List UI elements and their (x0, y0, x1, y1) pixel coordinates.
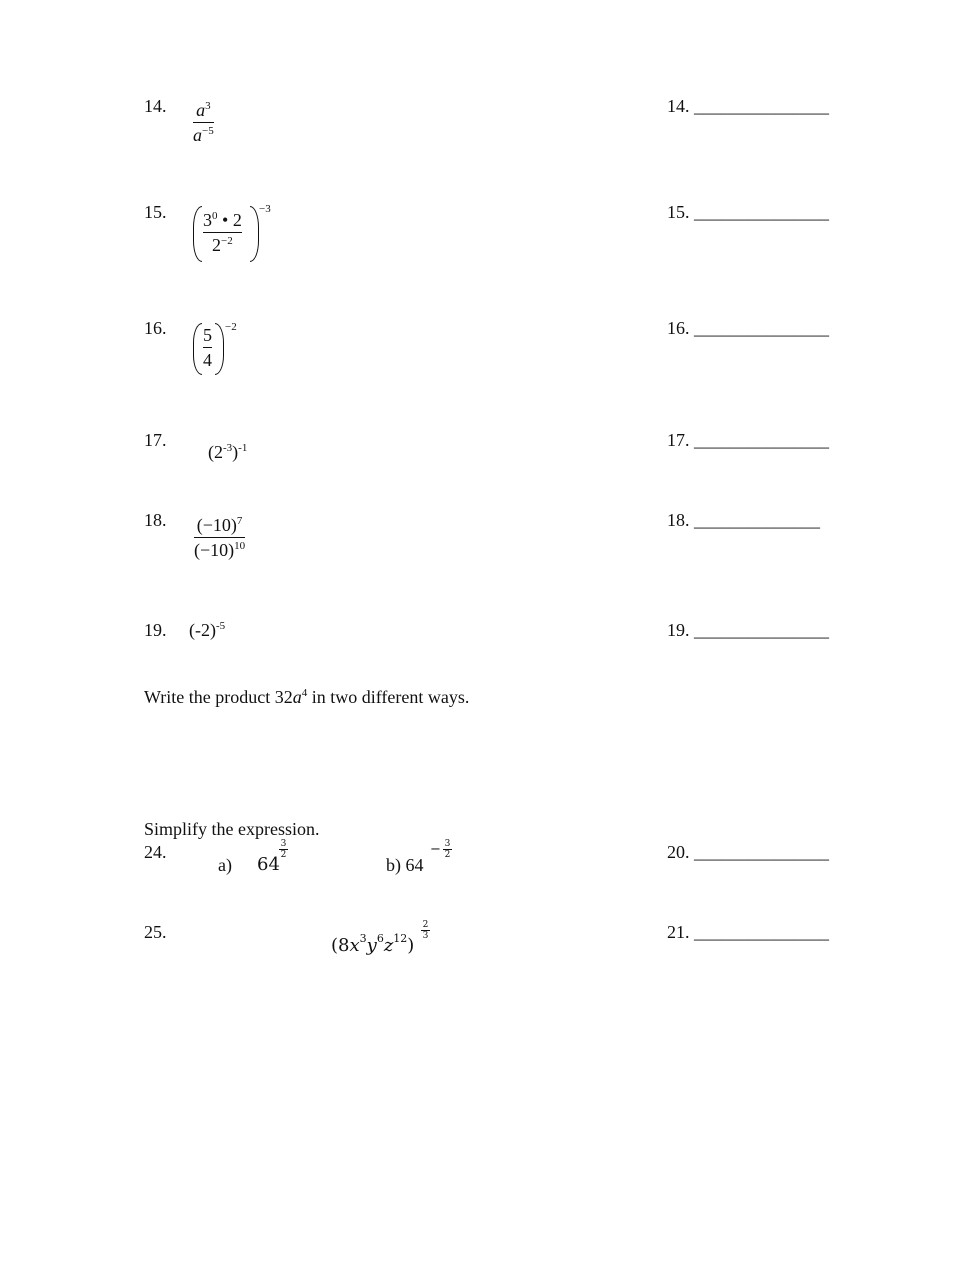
denominator-exponent: 10 (234, 540, 246, 552)
exponent-denominator: 3 (422, 931, 429, 941)
product-prompt (144, 687, 469, 707)
denominator-exponent: −5 (202, 125, 214, 137)
prompt-variable: a (292, 687, 302, 707)
prompt-text-before: Write the product 32 (144, 687, 293, 707)
exponent: -5 (215, 620, 226, 632)
close-paren: ) (407, 935, 415, 956)
fraction-bar (203, 232, 242, 233)
left-paren (193, 323, 202, 375)
prompt-exponent: 4 (301, 687, 308, 699)
problem-18-number: 18. (144, 510, 167, 530)
base: (-2) (189, 620, 216, 640)
denominator-exponent: −2 (221, 235, 233, 247)
part-a-base: 64 (257, 854, 280, 875)
base-three: 3 (203, 210, 212, 230)
problem-14-expression (193, 100, 214, 145)
right-paren (215, 323, 224, 375)
denominator-base: (−10) (194, 540, 235, 560)
answer-line-21[interactable]: 21. _______________ (667, 922, 829, 942)
outer-exponent (421, 920, 430, 941)
problem-19-number: 19. (144, 620, 167, 640)
answer-line-15[interactable]: 15. _______________ (667, 202, 829, 222)
part-b-minus: − (430, 842, 441, 857)
answer-line-16[interactable]: 16. _______________ (667, 318, 829, 338)
numerator-exponent: 3 (205, 100, 211, 112)
part-b-label: b) 64 (386, 855, 424, 875)
numerator-base: a (196, 100, 206, 120)
multiply-dot: • (222, 210, 229, 230)
exponent-numerator: 3 (444, 839, 451, 849)
numerator: 5 (203, 325, 212, 345)
problem-15-number: 15. (144, 202, 167, 222)
problem-25-number: 25. (144, 922, 167, 942)
var-z: z (383, 935, 394, 956)
fraction-bar (193, 122, 214, 123)
z-exponent: 12 (393, 932, 408, 945)
exponent-denominator: 2 (444, 850, 451, 860)
exponent-numerator: 2 (422, 920, 429, 930)
var-y: y (366, 935, 377, 956)
problem-24-number: 24. (144, 842, 167, 862)
problem-19-expression (189, 620, 225, 640)
fraction-bar (194, 537, 245, 538)
open-coefficient: (8 (331, 935, 350, 956)
fraction-bar (203, 347, 212, 348)
problem-25-expression (331, 932, 415, 956)
right-paren (250, 206, 259, 262)
problem-14-number: 14. (144, 96, 167, 116)
prompt-text-after: in two different ways. (307, 687, 470, 707)
problem-16-expression (203, 325, 212, 370)
part-a-exponent (279, 839, 288, 860)
problem-16-number: 16. (144, 318, 167, 338)
close-paren: ) (232, 442, 239, 462)
numerator-exponent: 7 (236, 515, 243, 527)
exponent-zero: 0 (212, 210, 218, 222)
outer-exponent: −3 (259, 203, 271, 215)
problem-18-expression (194, 515, 245, 560)
answer-line-17[interactable]: 17. _______________ (667, 430, 829, 450)
answer-line-18[interactable]: 18. ______________ (667, 510, 820, 530)
answer-line-14[interactable]: 14. _______________ (667, 96, 829, 116)
open-base: (2 (208, 442, 223, 462)
denominator: 4 (203, 350, 212, 370)
y-exponent: 6 (376, 932, 384, 945)
left-paren (193, 206, 202, 262)
denominator-base: 2 (212, 235, 222, 255)
factor-two: 2 (232, 210, 242, 230)
outer-exponent: -1 (238, 442, 248, 454)
inner-exponent: -3 (223, 442, 233, 454)
denominator-base: a (193, 125, 202, 145)
outer-exponent: −2 (225, 321, 237, 333)
answer-line-20[interactable]: 20. _______________ (667, 842, 829, 862)
part-b-exponent (443, 839, 452, 860)
problem-15-expression (203, 210, 242, 255)
exponent-numerator: 3 (280, 839, 287, 849)
part-a-label: a) (218, 855, 232, 875)
answer-line-19[interactable]: 19. _______________ (667, 620, 829, 640)
simplify-heading: Simplify the expression. (144, 819, 320, 839)
problem-17-number: 17. (144, 430, 167, 450)
var-x: x (349, 935, 360, 956)
numerator-base: (−10) (196, 515, 237, 535)
problem-17-expression (208, 442, 247, 462)
x-exponent: 3 (359, 932, 367, 945)
exponent-denominator: 2 (280, 850, 287, 860)
